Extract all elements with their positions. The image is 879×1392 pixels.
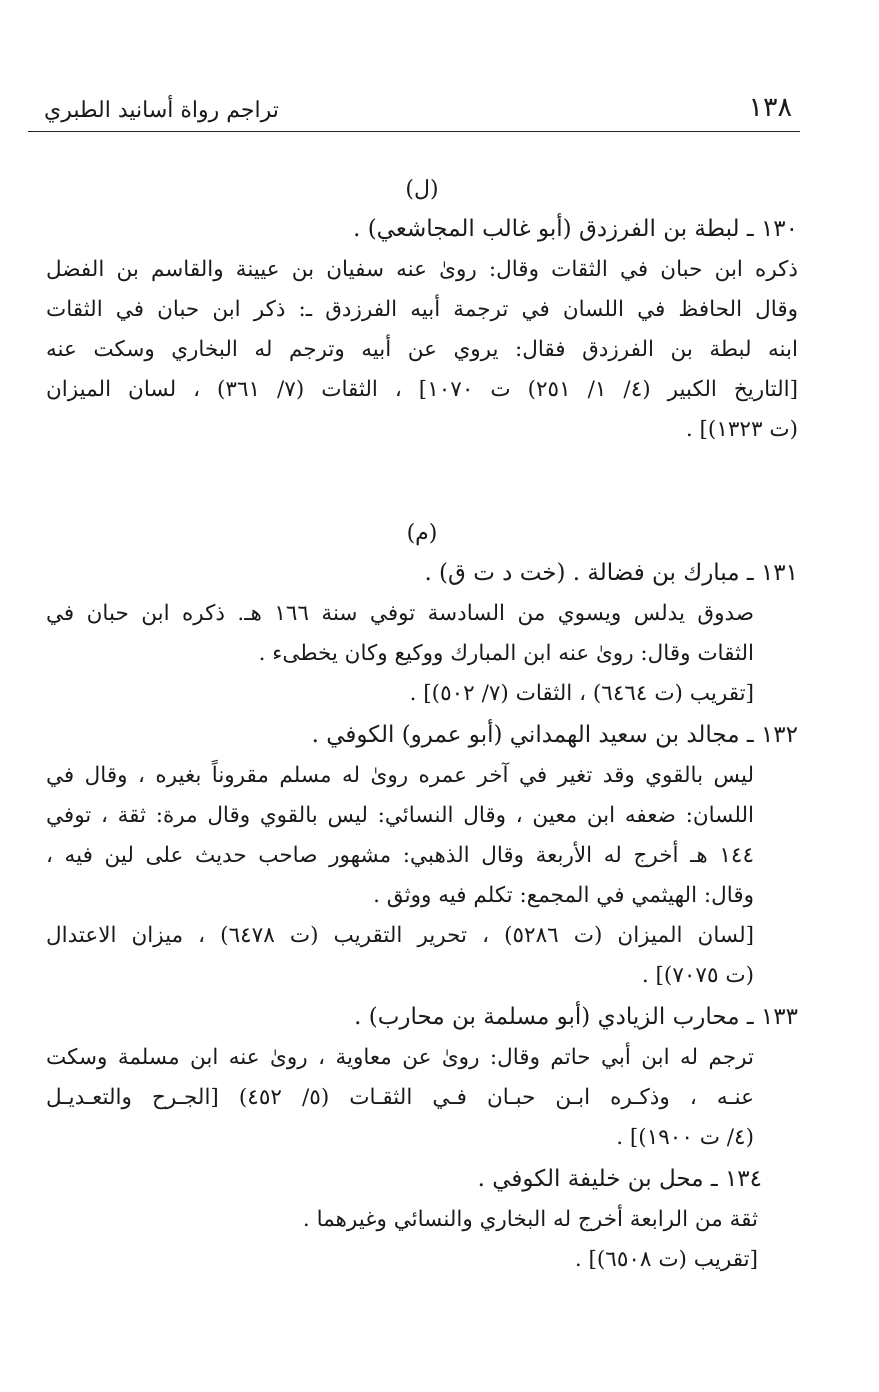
entry-line: ابنه لبطة بن الفرزدق فقال: يروي عن أبيه وترجم له البخاري وسكت عنه	[46, 337, 798, 362]
entry-title: ١٣٠ ـ لبطة بن الفرزدق (أبو غالب المجاشعي) .	[353, 216, 798, 242]
entry-line: [تقريب (ت ٦٥٠٨)] .	[574, 1247, 758, 1272]
entry-line: (ت ٧٠٧٥)] .	[641, 963, 754, 988]
entry-line: وقال: الهيثمي في المجمع: تكلم فيه ووثق .	[373, 883, 754, 908]
entry-line: صدوق يدلس ويسوي من السادسة توفي سنة ١٦٦ هـ. ذكره ابن حبان في	[46, 601, 755, 626]
section-heading-lam: (ل)	[405, 177, 439, 202]
entry-130	[46, 208, 798, 450]
entry-title: ١٣٤ ـ محل بن خليفة الكوفي .	[477, 1166, 762, 1192]
page-content	[46, 172, 798, 1280]
entry-line: (ت ١٣٢٣)] .	[685, 417, 798, 442]
header-divider	[28, 131, 800, 132]
entry-132	[46, 714, 798, 996]
page-number: ١٣٨	[748, 92, 792, 123]
entry-line: ١٤٤ هـ أخرج له الأربعة وقال الذهبي: مشهور صاحب حديث على لين فيه ،	[46, 843, 754, 868]
entry-line: ذكره ابن حبان في الثقات وقال: روىٰ عنه سفيان بن عيينة والقاسم بن الفضل	[46, 257, 798, 282]
entry-line: ترجم له ابن أبي حاتم وقال: روىٰ عن معاوية ، روىٰ عنه ابن مسلمة وسكت	[46, 1045, 754, 1070]
section-heading-mim: (م)	[406, 521, 438, 546]
entry-line: [التاريخ الكبير (٤/ ١/ ٢٥١) ت ١٠٧٠] ، الثقات (٧/ ٣٦١) ، لسان الميزان	[46, 377, 799, 402]
page-header	[44, 92, 800, 132]
entry-title: ١٣٣ ـ محارب الزيادي (أبو مسلمة بن محارب) .	[354, 1004, 798, 1030]
entry-line: [تقريب (ت ٦٤٦٤) ، الثقات (٧/ ٥٠٢)] .	[409, 681, 754, 706]
entry-line: ليس بالقوي وقد تغير في آخر عمره روىٰ له مسلم مقروناً بغيره ، وقال في	[46, 763, 754, 788]
entry-line: اللسان: ضعفه ابن معين ، وقال النسائي: ليس بالقوي وقال مرة: ثقة ، توفي	[46, 803, 754, 828]
entry-title: ١٣١ ـ مبارك بن فضالة . (خت د ت ق) .	[424, 560, 798, 586]
entry-line: الثقات وقال: روىٰ عنه ابن المبارك ووكيع وكان يخطىء .	[258, 641, 754, 666]
entry-133	[46, 996, 798, 1158]
entry-line: عنـه ، وذكـره ابـن حبـان فـي الثقـات (٥/ ٤٥٢) [الجـرح والتعـديـل	[46, 1085, 754, 1110]
entry-line: (٤/ ت ١٩٠٠)] .	[616, 1125, 754, 1150]
running-title: تراجم رواة أسانيد الطبري	[44, 98, 279, 123]
entry-134	[46, 1158, 798, 1280]
entry-line: وقال الحافظ في اللسان في ترجمة أبيه الفرزدق ـ: ذكر ابن حبان في الثقات	[46, 297, 798, 322]
entry-title: ١٣٢ ـ مجالد بن سعيد الهمداني (أبو عمرو) الكوفي .	[311, 722, 798, 748]
entry-line: [لسان الميزان (ت ٥٢٨٦) ، تحرير التقريب (ت ٦٤٧٨) ، ميزان الاعتدال	[46, 923, 755, 948]
entry-131	[46, 552, 798, 714]
entry-line: ثقة من الرابعة أخرج له البخاري والنسائي وغيرهما .	[302, 1207, 758, 1232]
